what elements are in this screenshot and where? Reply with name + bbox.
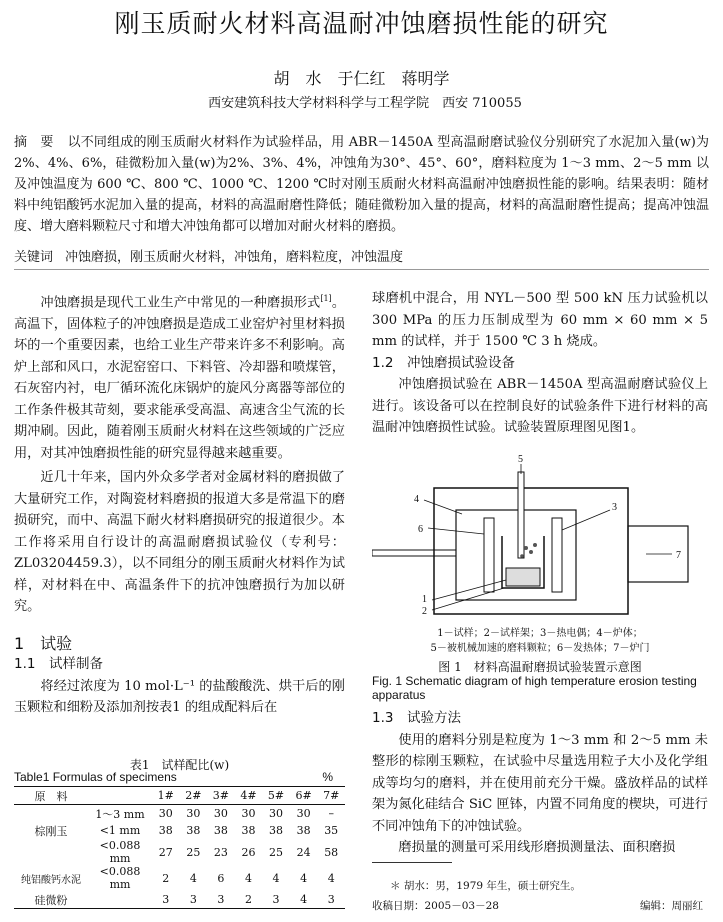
table-header-cell xyxy=(88,787,152,805)
author-footnote: ＊ 胡水：男，1979 年生，硕士研究生。 xyxy=(390,880,581,892)
label-4: 4 xyxy=(414,494,419,505)
table-header-cell: 6# xyxy=(295,789,312,802)
table-row: <0.088 mm 27 25 23 26 25 24 58 xyxy=(99,839,339,865)
method-paragraph: 使用的磨料分别是粒度为 1～3 mm 和 2～5 mm 未整形的棕刚玉颗粒，在试验中尽量选用粒子大小及化学组成等均匀的磨料，并在使用前充分干燥。盛放样品的试样架为氮化硅结合 SiC 匣钵，内置不同角度的楔块，可进行不同冲蚀角下的冲蚀试验。 xyxy=(372,732,708,834)
label-3: 3 xyxy=(612,502,617,513)
label-7: 7 xyxy=(676,550,681,561)
pressing-paragraph: 球磨机中混合，用 NYL－500 型 500 kN 压力试验机以 300 MPa 的压力压制成型为 60 mm × 60 mm × 5 mm 的试样，并于 1500 ℃ 3 h 烧成。 xyxy=(372,291,708,349)
sample-prep-paragraph: 将经过浓度为 10 mol·L⁻¹ 的盐酸酸洗、烘干后的刚玉颗粒和细粉及添加剂按表1 的组成配料后在 xyxy=(14,678,345,716)
table-header-cell: 2# xyxy=(185,789,202,802)
keywords-text: 冲蚀磨损，刚玉质耐火材料，冲蚀角，磨料粒度，冲蚀温度 xyxy=(65,250,404,265)
table-unit: % xyxy=(322,770,333,784)
table-row: 硅微粉 3 3 3 2 3 4 3 xyxy=(14,891,345,909)
subsection-heading-1-2: 1.2 冲蚀磨损试验设备 xyxy=(372,354,515,371)
figure-caption-cn: 图 1 材料高温耐磨损试验装置示意图 xyxy=(438,660,642,674)
abstract-divider xyxy=(14,269,709,270)
footnote-divider xyxy=(372,862,452,863)
intro-paragraph-2: 近几十年来，国内外众多学者对金属材料的磨损做了大量研究工作，对陶瓷材料磨损的报道大多是常温下的磨损研究，而中、高温下耐火材料磨损研究的报道很少。本工作将采用自行设计的高温耐磨损试验仪（专利号：ZL03204459.3），以不同组分的刚玉质耐火材料作为试样，对材料在中、高温条件下的抗冲蚀磨损行为加以研究。 xyxy=(14,470,345,615)
table-header-cell: 1# xyxy=(157,789,174,802)
figure-caption-en: Fig. 1 Schematic diagram of high temperature erosion testing apparatus xyxy=(372,674,697,702)
table-title-cn: 表1 试样配比(w) xyxy=(129,758,230,772)
table-header-cell: 3# xyxy=(212,789,230,802)
equipment-paragraph: 冲蚀磨损试验在 ABR－1450A 型高温耐磨试验仪上进行。该设备可以在控制良好的试验条件下进行材料的高温耐冲蚀磨损性试验。试验装置原理图见图1。 xyxy=(372,377,708,435)
apparatus-diagram xyxy=(372,452,708,624)
label-5: 5 xyxy=(518,454,523,465)
sample-shape xyxy=(506,568,540,586)
abstract-label: 摘 要 xyxy=(14,135,54,150)
table-header-cell: 5# xyxy=(267,789,285,802)
keywords-label: 关键词 xyxy=(14,250,54,265)
left-column xyxy=(14,288,345,722)
table-row: 棕刚玉 <1 mm 38 38 38 38 38 38 35 xyxy=(34,824,339,838)
subsection-heading-1-3: 1.3 试验方法 xyxy=(372,710,461,726)
table-header-cell: 7# xyxy=(323,789,340,802)
figure-legend: 1－试样；2－试样架；3－热电偶；4－炉体； 5－被机械加速的磨料颗粒；6－发热体；7－炉门 xyxy=(430,628,650,654)
right-column-top xyxy=(372,288,708,439)
paper-title: 刚玉质耐火材料高温耐冲蚀磨损性能的研究 xyxy=(114,9,609,38)
label-leader-lines xyxy=(424,464,672,610)
abstract-text: 以不同组成的刚玉质耐火材料作为试验样品，用 ABR－1450A 型高温耐磨试验仪分别研究了水泥加入量(w)为2%、4%、6%，硅微粉加入量(w)为2%、3%、4%，冲蚀角为30°、45°、60°，磨料粒度为 1～3 mm、2～5 mm 以及冲蚀温度为 600 ℃、800 ℃、1000 ℃、1200 ℃时对刚玉质耐火材料高温耐冲蚀磨损性能的影响。结果表明：随材料中纯铝酸钙水泥加入量的提高，材料的高温耐磨性降低；随硅微粉加入量的提高，材料的高温耐磨性提高；提高冲蚀温度、增大磨料颗粒尺寸和增大冲蚀角都可以增加对耐火材料的磨损。 xyxy=(14,135,709,234)
keywords xyxy=(14,246,709,265)
table-row: 纯铝酸钙水泥 <0.088 mm 2 4 6 4 4 4 4 xyxy=(21,865,335,891)
table-header-row xyxy=(14,787,345,805)
table-header-cell: 原 料 xyxy=(34,789,68,803)
label-6: 6 xyxy=(418,524,423,535)
label-2: 2 xyxy=(422,606,427,617)
right-column-bottom xyxy=(372,708,708,859)
abstract xyxy=(14,132,709,237)
feed-pipe-shape xyxy=(372,550,456,556)
citation-ref: [1] xyxy=(320,294,332,303)
label-1: 1 xyxy=(422,594,427,605)
thermocouple-shape xyxy=(518,472,524,558)
formula-table xyxy=(14,786,345,909)
table-title-en: Table1 Formulas of specimens % xyxy=(14,770,333,784)
affiliation: 西安建筑科技大学材料科学与工程学院 西安 710055 xyxy=(208,96,522,111)
intro-paragraph-1: 冲蚀磨损是现代工业生产中常见的一种磨损形式[1]。高温下，固体粒子的冲蚀磨损是造成工业窑炉衬里材料损坏的一个重要因素，也给工业生产带来许多不利影响。高炉上部和风口，水泥窑窑口、下料管、冷却器和喷煤管，石灰窑内衬，电厂循环流化床锅炉的旋风分离器等部位的工作条件极其苛刻，要求能承受高温、高速含尘气流的长期冲刷。因此，随着刚玉质耐火材料在这些领域的广泛应用，对其冲蚀磨损性能的研究显得越来越重要。 xyxy=(14,294,346,461)
authors: 胡 水 于仁红 蒋明学 xyxy=(273,69,450,88)
editor-name: 编辑：周丽红 xyxy=(640,900,703,912)
table-row: 1～3 mm 30 30 30 30 30 30 – xyxy=(95,807,334,821)
section-heading-experiment: 1 试验 xyxy=(14,633,73,653)
subsection-heading-1-1: 1.1 试样制备 xyxy=(14,656,103,673)
wear-measure-paragraph: 磨损量的测量可采用线形磨损测量法、面积磨损 xyxy=(398,840,676,855)
received-date: 收稿日期：2005－03－28 xyxy=(372,900,499,912)
table-header-cell: 4# xyxy=(240,789,257,802)
